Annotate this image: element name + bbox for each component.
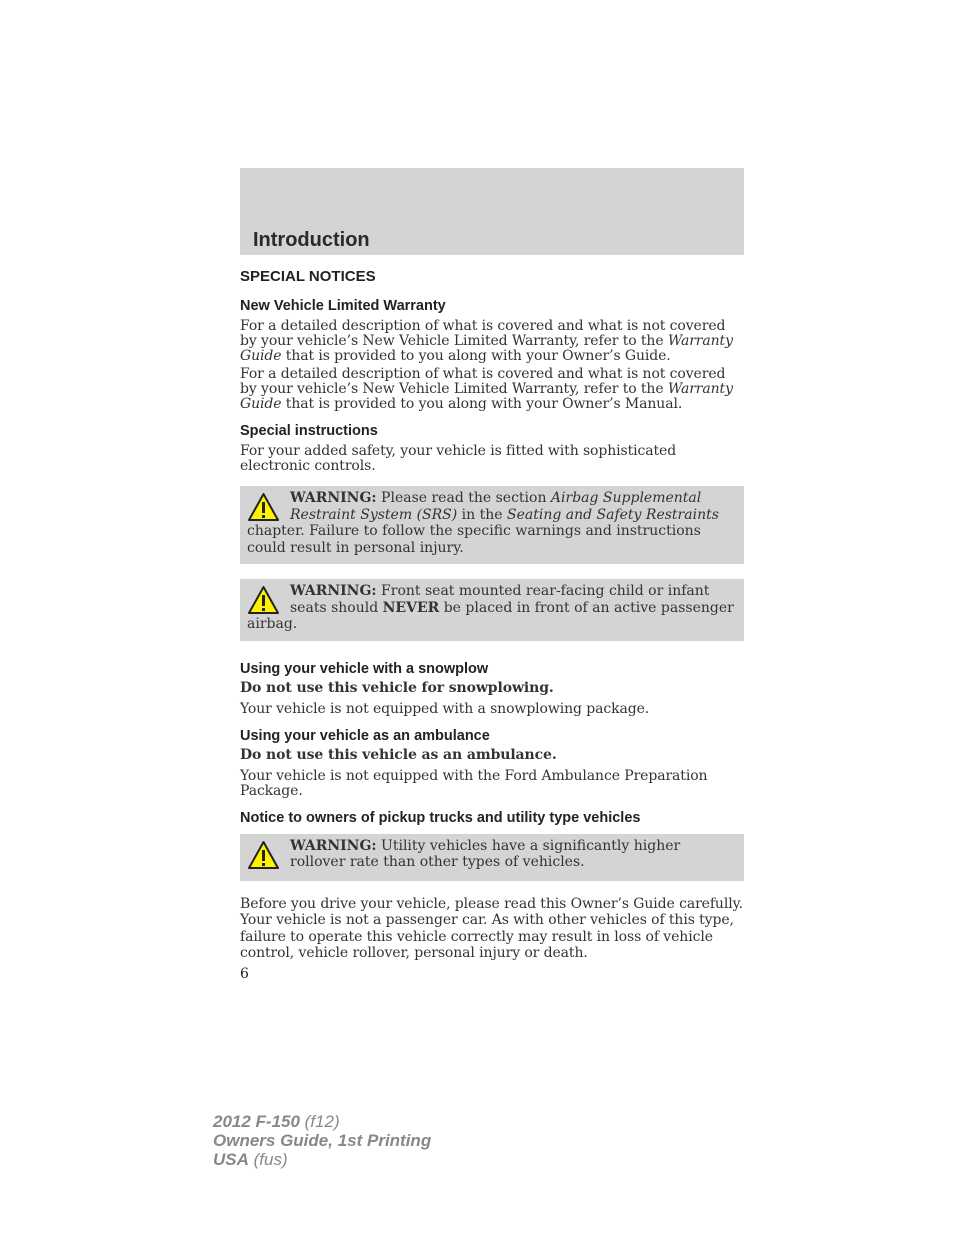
warning-triangle-icon [247,585,280,615]
snowplow-bold-note: Do not use this vehicle for snowplowing. [240,679,554,696]
warranty-paragraph-2: For a detailed description of what is covered and what is not covered by your vehicle’s New Vehicle Limited Warranty, refer to the Warranty Guide that is provided to you along with your Owner’s Manual. [240,366,733,412]
footer-region-line: USA (fus) [213,1150,288,1169]
closing-paragraph: Before you drive your vehicle, please read this Owner’s Guide carefully. Your vehicle is not a passenger car. As with other vehicles of this type, failure to operate this vehicle correctly may result in loss of vehicle control, vehicle rollover, personal injury or death. [240,895,743,961]
special-instructions-paragraph: For your added safety, your vehicle is fitted with sophisticated electronic controls. [240,443,677,474]
footer-model-line: 2012 F-150 (f12) [213,1112,340,1131]
page-number: 6 [240,965,249,982]
warning-triangle-icon [247,492,280,522]
ambulance-heading: Using your vehicle as an ambulance [240,727,490,744]
warning-box-airbag: WARNING: Please read the section Airbag Supplemental Restraint System (SRS) in the Seating and Safety Restraints chapter. Failure to follow the specific warnings and instructions could result in personal injury. [240,486,744,564]
warranty-paragraph-1: For a detailed description of what is covered and what is not covered by your vehicle’s New Vehicle Limited Warranty, refer to the Warranty Guide that is provided to you along with your Owner’s Guide. [240,318,733,364]
chapter-header-band [240,168,744,255]
snowplow-heading: Using your vehicle with a snowplow [240,660,489,677]
section-title: SPECIAL NOTICES [240,268,376,285]
chapter-title: Introduction [253,229,370,251]
ambulance-bold-note: Do not use this vehicle as an ambulance. [240,746,557,763]
document-footer [213,1112,431,1169]
footer-printing-line: Owners Guide, 1st Printing [213,1131,432,1150]
warranty-heading: New Vehicle Limited Warranty [240,298,446,314]
warning-box-child-seat: WARNING: Front seat mounted rear-facing child or infant seats should NEVER be placed in front of an active passenger airbag. [240,579,744,641]
pickup-notice-heading: Notice to owners of pickup trucks and utility type vehicles [240,809,641,826]
warning-triangle-icon [247,840,280,870]
page-content [240,168,744,982]
ambulance-paragraph: Your vehicle is not equipped with the Ford Ambulance Preparation Package. [240,767,708,799]
warning-box-rollover: WARNING: Utility vehicles have a significantly higher rollover rate than other types of vehicles. [240,834,744,881]
special-instructions-heading: Special instructions [240,423,378,439]
snowplow-paragraph: Your vehicle is not equipped with a snowplowing package. [240,700,650,717]
